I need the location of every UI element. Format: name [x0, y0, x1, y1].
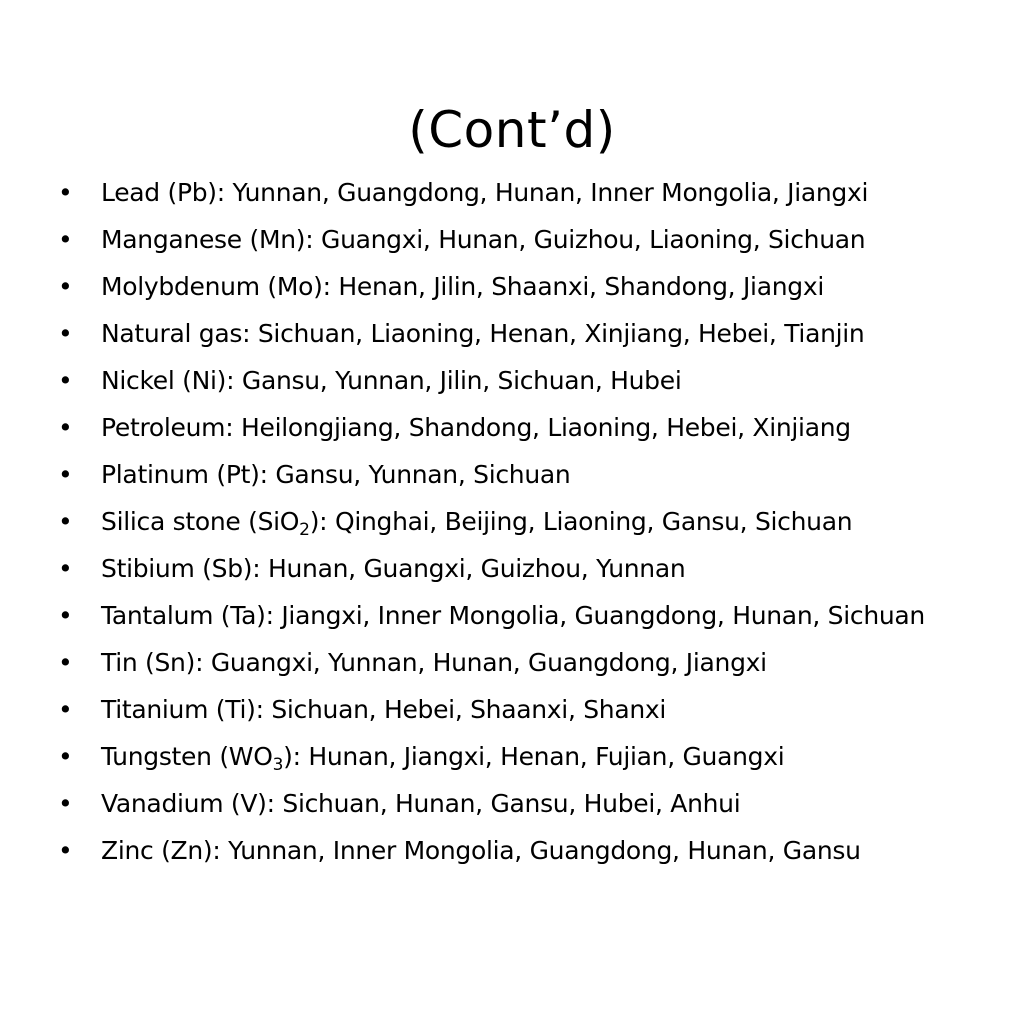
mineral-provinces: : Gansu, Yunnan, Sichuan [259, 460, 571, 489]
bullet-icon: • [58, 366, 73, 395]
mineral-name-suffix: ) [309, 507, 320, 536]
bullet-icon: • [58, 178, 73, 207]
list-item [58, 549, 958, 588]
mineral-name: Vanadium (V) [101, 789, 267, 818]
mineral-provinces: : Yunnan, Guangdong, Hunan, Inner Mongolia, Jiangxi [216, 178, 869, 207]
formula-subscript: 3 [272, 755, 284, 775]
mineral-name: Tantalum (Ta) [101, 601, 266, 630]
bullet-icon: • [58, 836, 73, 865]
bullet-icon: • [58, 507, 73, 536]
list-item [58, 784, 958, 823]
bullet-icon: • [58, 554, 73, 583]
slide-title: (Cont’d) [408, 101, 616, 159]
mineral-provinces: : Sichuan, Hunan, Gansu, Hubei, Anhui [266, 789, 741, 818]
list-item [58, 173, 958, 212]
list-item [58, 831, 958, 870]
mineral-name: Molybdenum (Mo) [101, 272, 323, 301]
mineral-name: Silica stone (SiO [101, 507, 300, 536]
mineral-provinces: : Gansu, Yunnan, Jilin, Sichuan, Hubei [226, 366, 682, 395]
mineral-provinces: : Yunnan, Inner Mongolia, Guangdong, Hunan, Gansu [212, 836, 861, 865]
bullet-icon: • [58, 319, 73, 348]
mineral-provinces: : Henan, Jilin, Shaanxi, Shandong, Jiangxi [322, 272, 824, 301]
mineral-name: Petroleum [101, 413, 226, 442]
bullet-icon: • [58, 225, 73, 254]
mineral-provinces: : Hunan, Jiangxi, Henan, Fujian, Guangxi [292, 742, 785, 771]
mineral-provinces: : Heilongjiang, Shandong, Liaoning, Hebei, Xinjiang [225, 413, 851, 442]
mineral-name: Titanium (Ti) [101, 695, 256, 724]
list-item [58, 408, 958, 447]
list-item [58, 643, 958, 682]
mineral-name: Manganese (Mn) [101, 225, 306, 254]
mineral-provinces: : Hunan, Guangxi, Guizhou, Yunnan [252, 554, 686, 583]
mineral-name: Tin (Sn) [101, 648, 196, 677]
list-item [58, 220, 958, 259]
mineral-name: Lead (Pb) [101, 178, 217, 207]
bullet-icon: • [58, 601, 73, 630]
list-item [58, 596, 958, 635]
bullet-icon: • [58, 460, 73, 489]
formula-subscript: 2 [299, 520, 310, 540]
list-item [58, 502, 958, 541]
mineral-provinces: : Sichuan, Liaoning, Henan, Xinjiang, Hebei, Tianjin [242, 319, 865, 348]
bullet-icon: • [58, 413, 73, 442]
mineral-name: Natural gas [101, 319, 243, 348]
mineral-provinces: : Guangxi, Hunan, Guizhou, Liaoning, Sichuan [305, 225, 866, 254]
mineral-provinces: : Qinghai, Beijing, Liaoning, Gansu, Sichuan [319, 507, 853, 536]
list-item [58, 690, 958, 729]
mineral-name-suffix: ) [283, 742, 293, 771]
list-item [58, 314, 958, 353]
bullet-list [58, 173, 958, 878]
list-item [58, 455, 958, 494]
mineral-name: Stibium (Sb) [101, 554, 253, 583]
bullet-icon: • [58, 272, 73, 301]
bullet-icon: • [58, 742, 73, 771]
mineral-name: Zinc (Zn) [101, 836, 213, 865]
mineral-name: Tungsten (WO [101, 742, 273, 771]
mineral-name: Platinum (Pt) [101, 460, 260, 489]
mineral-provinces: : Sichuan, Hebei, Shaanxi, Shanxi [255, 695, 667, 724]
bullet-icon: • [58, 789, 73, 818]
mineral-provinces: : Guangxi, Yunnan, Hunan, Guangdong, Jiangxi [195, 648, 767, 677]
list-item [58, 737, 958, 776]
mineral-name: Nickel (Ni) [101, 366, 227, 395]
bullet-icon: • [58, 695, 73, 724]
mineral-provinces: : Jiangxi, Inner Mongolia, Guangdong, Hunan, Sichuan [265, 601, 925, 630]
list-item [58, 267, 958, 306]
list-item [58, 361, 958, 400]
bullet-icon: • [58, 648, 73, 677]
